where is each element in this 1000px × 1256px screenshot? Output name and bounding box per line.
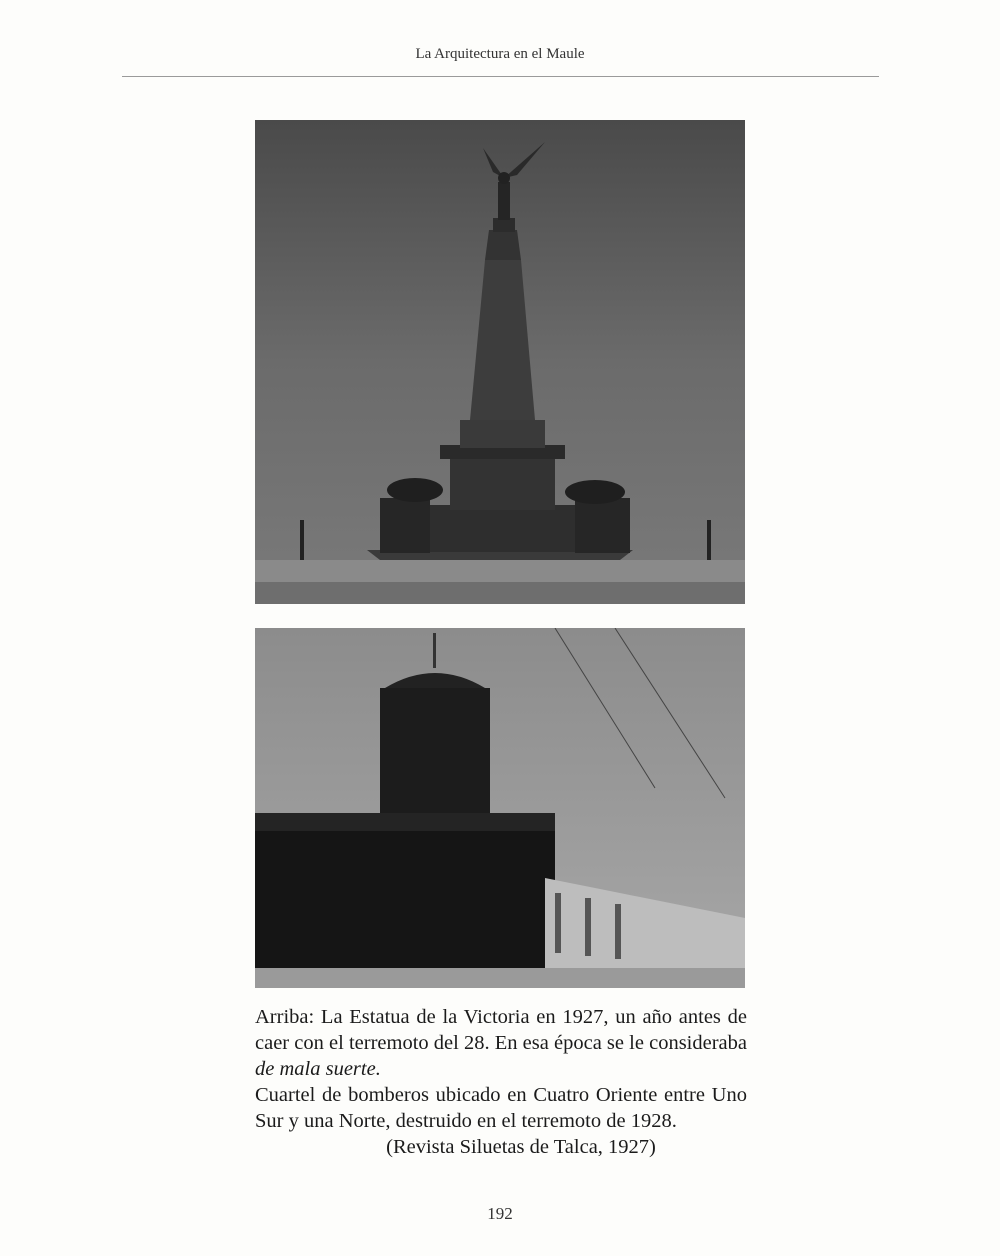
photo-victoria-statue: [255, 120, 745, 604]
caption-italic: de mala suerte.: [255, 1058, 381, 1080]
running-head: La Arquitectura en el Maule: [415, 46, 585, 62]
page-number: 192: [487, 1204, 513, 1223]
caption-line: caer con el terremoto del 28. En esa época se le consideraba: [255, 1032, 747, 1054]
caption: [255, 1004, 747, 1160]
header-rule: [122, 76, 879, 77]
photo-cuartel-bomberos: [255, 628, 745, 988]
caption-line: Sur y una Norte, destruido en el terremoto de 1928.: [255, 1110, 677, 1132]
caption-source: (Revista Siluetas de Talca, 1927): [386, 1136, 656, 1158]
caption-line: Cuartel de bomberos ubicado en Cuatro Oriente entre Uno: [255, 1084, 747, 1106]
caption-line: Arriba: La Estatua de la Victoria en 1927, un año antes de: [255, 1006, 747, 1028]
